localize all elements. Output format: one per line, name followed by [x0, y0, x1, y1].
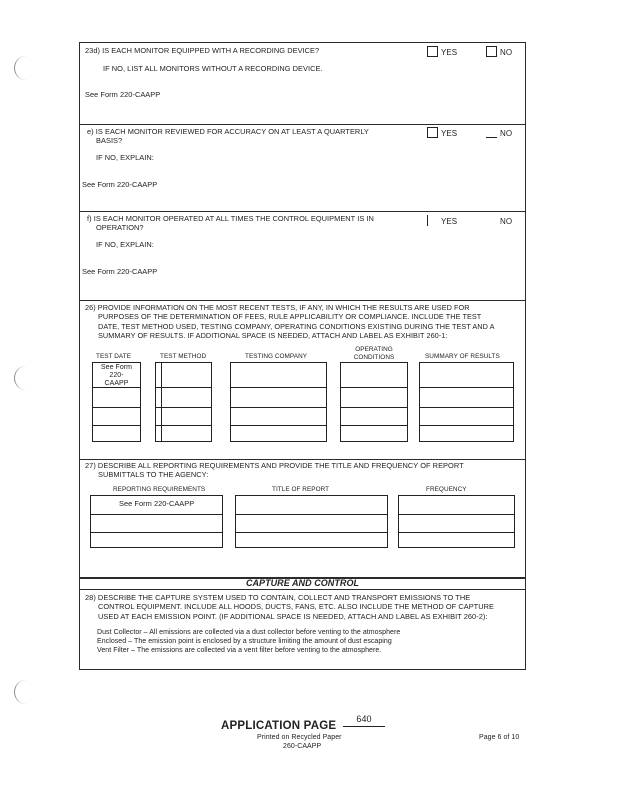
col-summary: SUMMARY OF RESULTS	[425, 353, 500, 360]
binder-hole-middle	[14, 366, 31, 390]
yes-checkbox-e[interactable]	[427, 127, 438, 138]
test-date-answer	[93, 364, 140, 388]
answer-e: See Form 220-CAAPP	[82, 180, 158, 189]
answer-f: See Form 220-CAAPP	[82, 267, 158, 276]
binder-hole-bottom	[14, 680, 31, 704]
answer-27: See Form 220-CAAPP	[119, 499, 195, 508]
no-option-f[interactable]: NO	[486, 215, 512, 227]
capture-item-vent-filter: Vent Filter – The emissions are collected via a vent filter before venting to the atmosphere.	[97, 646, 382, 654]
question-28-line3: USED AT EACH EMISSION POINT. (IF ADDITIONAL SPACE IS NEEDED, ATTACH AND LABEL AS EXHIBIT 260-2):	[98, 611, 488, 621]
col-title-of-report: TITLE OF REPORT	[272, 486, 330, 493]
title-of-report-cells[interactable]	[235, 495, 388, 548]
question-e-line2: BASIS?	[96, 136, 123, 146]
test-method-cells[interactable]	[155, 362, 212, 442]
answer-26-line3: CAAPP	[104, 380, 129, 388]
divider	[79, 300, 526, 301]
answer-26-line2: 220-	[109, 372, 124, 380]
operating-conditions-cells[interactable]	[340, 362, 408, 442]
question-23d: 23d) IS EACH MONITOR EQUIPPED WITH A RECORDING DEVICE?	[85, 46, 320, 55]
printed-on-recycled-paper: Printed on Recycled Paper	[257, 734, 342, 741]
yes-option-f[interactable]: YES	[427, 215, 457, 227]
capture-control-section	[79, 578, 526, 670]
col-operating-line1: OPERATING	[355, 346, 393, 353]
col-test-method: TEST METHOD	[160, 353, 207, 360]
col-reporting-requirements: REPORTING REQUIREMENTS	[113, 486, 206, 493]
binder-hole-top	[14, 56, 31, 80]
capture-methods-list	[97, 629, 400, 656]
answer-23d: See Form 220-CAAPP	[85, 90, 161, 99]
col-frequency: FREQUENCY	[426, 486, 467, 493]
question-26-line1: 26) PROVIDE INFORMATION ON THE MOST RECENT TESTS, IF ANY, IN WHICH THE RESULTS ARE USED FOR	[85, 303, 470, 312]
reporting-requirements-cells[interactable]	[90, 495, 223, 548]
instruction-f: IF NO, EXPLAIN:	[96, 240, 154, 249]
question-26-line3: DATE, TEST METHOD USED, TESTING COMPANY, OPERATING CONDITIONS EXISTING DURING THE TEST AND A	[98, 321, 495, 331]
test-date-cells[interactable]	[92, 362, 141, 442]
form-id: 260-CAAPP	[283, 743, 322, 750]
testing-company-cells[interactable]	[230, 362, 327, 442]
question-f	[87, 214, 374, 233]
question-e-line1: e) IS EACH MONITOR REVIEWED FOR ACCURACY ON AT LEAST A QUARTERLY	[87, 127, 369, 136]
question-27-line2: SUBMITTALS TO THE AGENCY:	[98, 470, 209, 480]
question-f-line2: OPERATION?	[96, 223, 144, 233]
divider	[79, 211, 526, 212]
question-27-line1: 27) DESCRIBE ALL REPORTING REQUIREMENTS AND PROVIDE THE TITLE AND FREQUENCY OF REPORT	[85, 461, 464, 470]
yes-option-23d[interactable]: YES	[427, 46, 457, 58]
question-28-line2: CONTROL EQUIPMENT. INCLUDE ALL HOODS, DUCTS, FANS, ETC. ALSO INCLUDE THE METHOD OF CAPTURE	[98, 602, 494, 612]
no-checkbox-e[interactable]	[486, 127, 497, 138]
frequency-cells[interactable]	[398, 495, 515, 548]
col-test-date: TEST DATE	[96, 353, 132, 360]
question-26	[85, 303, 495, 340]
question-f-line1: f) IS EACH MONITOR OPERATED AT ALL TIMES THE CONTROL EQUIPMENT IS IN	[87, 214, 374, 223]
col-testing-company: TESTING COMPANY	[245, 353, 308, 360]
yes-checkbox-23d[interactable]	[427, 46, 438, 57]
yes-option-e[interactable]: YES	[427, 127, 457, 139]
question-e	[87, 127, 369, 146]
question-27	[85, 461, 464, 480]
col-operating-line2: CONDITIONS	[353, 354, 395, 362]
divider	[79, 124, 526, 125]
col-operating-conditions	[346, 346, 402, 362]
no-option-e[interactable]: NO	[486, 127, 512, 139]
instruction-23d: IF NO, LIST ALL MONITORS WITHOUT A RECORDING DEVICE.	[103, 64, 323, 73]
no-option-23d[interactable]: NO	[486, 46, 512, 58]
answer-26-line1: See Form	[100, 364, 133, 371]
capture-item-enclosed: Enclosed – The emission point is enclosed by a structure limiting the amount of dust escaping	[97, 637, 392, 645]
no-checkbox-23d[interactable]	[486, 46, 497, 57]
no-checkbox-f[interactable]	[486, 215, 497, 226]
page-of: Page 6 of 10	[479, 734, 520, 741]
instruction-e: IF NO, EXPLAIN:	[96, 153, 154, 162]
question-28	[85, 593, 494, 621]
capture-item-dust-collector: Dust Collector – All emissions are collected via a dust collector before venting to the atmosphere	[97, 629, 401, 636]
divider	[79, 459, 526, 460]
capture-control-heading: CAPTURE AND CONTROL	[79, 578, 526, 590]
question-26-line4: SUMMARY OF RESULTS. IF ADDITIONAL SPACE IS NEEDED, ATTACH AND LABEL AS EXHIBIT 260-1:	[98, 330, 448, 340]
question-28-line1: 28) DESCRIBE THE CAPTURE SYSTEM USED TO CONTAIN, COLLECT AND TRANSPORT EMISSIONS TO THE	[85, 593, 471, 602]
question-26-line2: PURPOSES OF THE DETERMINATION OF FEES, RULE APPLICABILITY OR COMPLIANCE. INCLUDE THE TEST	[98, 312, 482, 322]
yes-checkbox-f[interactable]	[427, 215, 438, 226]
summary-cells[interactable]	[419, 362, 514, 442]
application-page-title: APPLICATION PAGE	[221, 720, 337, 732]
application-page-number: 640	[343, 714, 385, 727]
